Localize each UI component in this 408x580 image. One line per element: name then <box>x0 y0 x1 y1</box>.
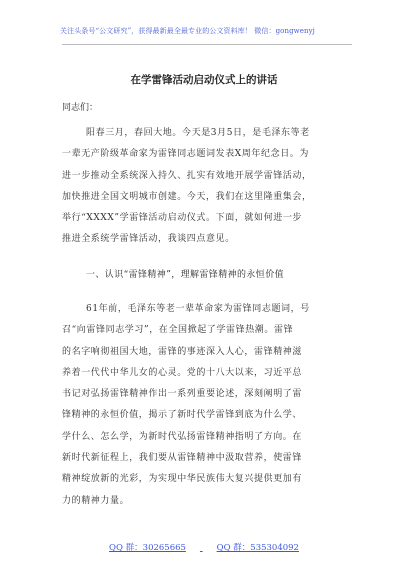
paragraph-line: 新时代新征程上，我们要从雷锋精神中汲取营养，使雷锋 <box>62 453 303 464</box>
paragraph-opening <box>62 123 362 251</box>
paragraph-line: 阳春三月，春回大地。今天是3月5日，是毛泽东等老 <box>86 128 310 138</box>
paragraph-line: 学什么、怎么学，为新时代弘扬雷锋精神指明了方向。在 <box>62 431 303 442</box>
qq-group-link-1[interactable]: QQ 群：30265665 <box>109 543 186 553</box>
header-notice: 关注头条号“公文研究”，获得最新最全最专业的公文资料库！ 微信：gongwenyj <box>60 27 315 35</box>
paragraph-line: 一辈无产阶级革命家为雷锋同志题词发表X周年纪念日。为 <box>62 149 310 160</box>
document-title: 在学雷锋活动启动仪式上的讲话 <box>130 74 278 86</box>
paragraph-line: 61年前，毛泽东等老一辈革命家为雷锋同志题词，号 <box>86 304 310 314</box>
paragraph-line: 进一步推动全系统深入持久、扎实有效地开展学雷锋活动， <box>62 170 312 181</box>
paragraph-line: 养着一代代中华儿女的心灵。党的十八大以来，习近平总 <box>62 367 303 378</box>
paragraph-line: 召“向雷锋同志学习”，在全国掀起了学雷锋热潮。雷锋 <box>62 325 294 336</box>
salutation: 同志们： <box>62 103 99 113</box>
paragraph-line: 举行“XXXX”学雷锋活动启动仪式。下面，就如何进一步 <box>62 213 303 224</box>
paragraph-line: 精神绽放新的光彩，为实现中华民族伟大复兴提供更加有 <box>62 474 303 485</box>
section-heading: 一、认识“雷锋精神”，理解雷锋精神的永恒价值 <box>86 270 285 280</box>
paragraph-line: 书记对弘扬雷锋精神作出一系列重要论述，深刻阐明了雷 <box>62 389 303 400</box>
paragraph-line: 的名字响彻祖国大地，雷锋的事迹深入人心，雷锋精神滋 <box>62 346 303 357</box>
footer-contacts <box>0 541 408 553</box>
header-divider <box>62 44 352 45</box>
qq-group-link-2[interactable]: QQ 群：535304092 <box>216 543 299 553</box>
paragraph-line: 推进全系统学雷锋活动，我谈四点意见。 <box>62 234 235 245</box>
paragraph-section-one <box>62 299 362 512</box>
paragraph-line: 锋精神的永恒价值，揭示了新时代学雷锋到底为什么学、 <box>62 410 303 421</box>
paragraph-line: 加快推进全国文明城市创建。今天，我们在这里隆重集会， <box>62 191 312 202</box>
paragraph-line: 力的精神力量。 <box>62 495 130 506</box>
